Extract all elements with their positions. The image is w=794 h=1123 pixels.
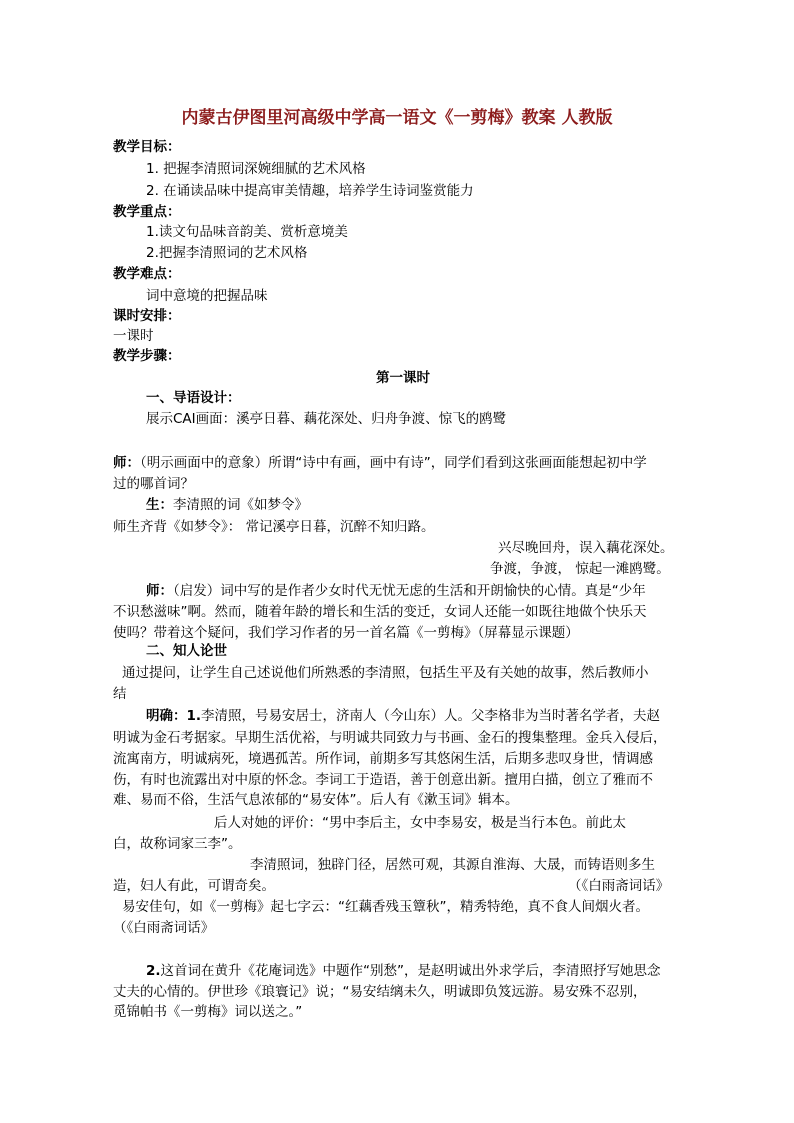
comment-line1: 李清照词，独辟门径，居然可观，其源自淮海、大晟，而铸语则多生: [250, 857, 655, 873]
clarify-line4: 伤，有时也流露出对中原的怀念。李词工于造语，善于创意出新。擅用白描，创立了雅而不: [113, 772, 653, 788]
background-line1: 这首词在黄升《花庵词选》中题作“别愁”，是赵明诚出外求学后，李清照抒写她思念: [160, 963, 661, 979]
clarify-number: 1.: [186, 708, 202, 724]
focus-heading: 教学重点：: [113, 204, 181, 220]
clarify-label: 明确：: [146, 708, 187, 724]
goal-item-2: 2. 在诵读品味中提高审美情趣，培养学生诗词鉴赏能力: [146, 183, 474, 199]
student-answer: [146, 496, 308, 514]
source-citation-1: （《白雨斋词话》: [568, 878, 670, 894]
teacher-prompt-2: [146, 582, 646, 600]
evaluation-line2: 白，故称词家三李”。: [113, 836, 242, 852]
recite-line: 师生齐背《如梦令》： 常记溪亭日暮，沉醉不知归路。: [113, 519, 435, 535]
teacher-label-2: 师：: [146, 583, 173, 599]
teacher-prompt-2-line3: 使吗？带着这个疑问，我们学习作者的另一首名篇《一剪梅》（屏幕显示课题）: [113, 625, 579, 641]
student-label: 生：: [146, 497, 173, 513]
intro-heading: 一、导语设计：: [146, 390, 241, 406]
focus-item-1: 1.读文句品味音韵美、赏析意境美: [146, 224, 348, 240]
student-answer-text: 李清照的词《如梦令》: [173, 497, 308, 513]
background-number: 2.: [146, 963, 161, 979]
background-paragraph: [146, 962, 661, 980]
poem-line-3: 争渡，争渡， 惊起一滩鸥鹭。: [490, 561, 670, 577]
clarify-paragraph: [146, 707, 660, 725]
teacher-label: 师：: [113, 455, 140, 471]
difficulty-heading: 教学难点：: [113, 266, 181, 282]
clarify-line5: 难、易而不俗，生活气息浓郁的“易安体”。后人有《漱玉词》辑本。: [113, 792, 519, 808]
comment-line2: 造，妇人有此，可谓奇矣。: [113, 878, 275, 894]
source-citation-2: （《白雨斋词话》: [113, 920, 215, 936]
lesson-heading: 第一课时: [376, 370, 430, 386]
teacher-prompt-2-line1: （启发）词中写的是作者少女时代无忧无虑的生活和开朗愉快的心情。真是“少年: [173, 583, 646, 599]
poem-line-2: 兴尽晚回舟，误入藕花深处。: [498, 540, 674, 556]
quote-line1: 易安佳句，如《一剪梅》起七字云：“红藕香残玉簟秋”，精秀特绝，真不食人间烟火者。: [122, 899, 649, 915]
teacher-prompt-2-line2: 不识愁滋味”啊。然而，随着年龄的增长和生活的变迁，女词人还能一如既往地做个快乐天: [113, 604, 647, 620]
goals-heading: 教学目标：: [113, 139, 181, 155]
know-heading: 二、知人论世: [146, 643, 227, 659]
clarify-line1: 李清照，号易安居士，济南人（今山东）人。父李格非为当时著名学者，夫赵: [201, 708, 661, 724]
background-line3: 觅锦帕书《一剪梅》词以送之。”: [113, 1004, 303, 1020]
know-intro-line1: 通过提问，让学生自己述说他们所熟悉的李清照，包括生平及有关她的故事，然后教师小: [122, 665, 649, 681]
teacher-prompt-1-line2: 过的哪首词？: [113, 476, 194, 492]
focus-item-2: 2.把握李清照词的艺术风格: [146, 245, 308, 261]
cai-display: 展示CAI画面：溪亭日暮、藕花深处、归舟争渡、惊飞的鸥鹭: [146, 411, 507, 427]
document-title: 内蒙古伊图里河高级中学高一语文《一剪梅》教案 人教版: [181, 108, 613, 128]
schedule-heading: 课时安排：: [113, 308, 181, 324]
schedule-value: 一课时: [113, 328, 154, 344]
difficulty-item-1: 词中意境的把握品味: [146, 288, 268, 304]
know-intro-line2: 结: [113, 686, 127, 702]
steps-heading: 教学步骤：: [113, 348, 181, 364]
teacher-prompt-1: [113, 454, 647, 472]
clarify-line3: 流寓南方，明诚病死，境遇孤苦。所作词，前期多写其悠闲生活，后期多悲叹身世，情调感: [113, 751, 653, 767]
goal-item-1: 1. 把握李清照词深婉细腻的艺术风格: [146, 161, 366, 177]
teacher-prompt-1-line1: （明示画面中的意象）所谓“诗中有画，画中有诗”，同学们看到这张画面能想起初中学: [140, 455, 647, 471]
evaluation-line1: 后人对她的评价：“男中李后主，女中李易安，极是当行本色。前此太: [214, 815, 626, 831]
clarify-line2: 明诚为金石考据家。早期生活优裕，与明诚共同致力与书画、金石的搜集整理。金兵入侵后，: [113, 730, 667, 746]
background-line2: 丈夫的心情的。伊世珍《琅寰记》说；“易安结缡未久，明诚即负笈远游。易安殊不忍别，: [113, 984, 647, 1000]
